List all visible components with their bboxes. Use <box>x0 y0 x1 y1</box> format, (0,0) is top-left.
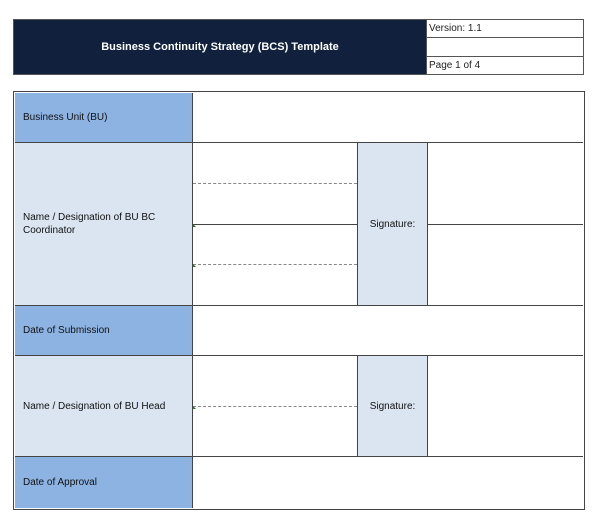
coordinator-designation-field-1[interactable] <box>193 184 357 225</box>
business-unit-label: Business Unit (BU) <box>15 93 193 142</box>
coordinator-signature-area <box>428 143 583 305</box>
coordinator-signature-field-1[interactable] <box>428 143 583 225</box>
coordinator-signature-label: Signature: <box>358 143 428 305</box>
coordinator-label: Name / Designation of BU BC Coordinator <box>15 143 193 305</box>
submission-date-field[interactable] <box>193 306 583 355</box>
business-unit-field[interactable] <box>193 93 583 142</box>
coordinator-name-field-1[interactable] <box>193 143 357 184</box>
document-title: Business Continuity Strategy (BCS) Template <box>14 20 427 74</box>
bu-head-designation-field[interactable] <box>193 407 357 457</box>
version-cell: Version: 1.1 <box>427 20 583 38</box>
coordinator-name-field-2[interactable] <box>193 225 357 266</box>
row-date-of-submission <box>15 306 583 356</box>
coordinator-signature-field-2[interactable] <box>428 225 583 306</box>
submission-date-label: Date of Submission <box>15 306 193 355</box>
row-coordinator <box>15 143 583 306</box>
bcs-form-table <box>13 91 585 510</box>
coordinator-name-fields <box>193 143 358 305</box>
document-header <box>13 19 584 75</box>
header-meta <box>427 20 583 74</box>
bu-head-signature-field[interactable] <box>428 356 583 456</box>
blank-meta-cell <box>427 38 583 56</box>
row-bu-head <box>15 356 583 457</box>
bu-head-label: Name / Designation of BU Head <box>15 356 193 456</box>
approval-date-field[interactable] <box>193 457 583 508</box>
coordinator-designation-field-2[interactable] <box>193 265 357 305</box>
page-number-cell: Page 1 of 4 <box>429 59 481 71</box>
row-date-of-approval <box>15 457 583 508</box>
bu-head-signature-label: Signature: <box>358 356 428 456</box>
bu-head-name-field[interactable] <box>193 356 357 407</box>
bu-head-name-fields <box>193 356 358 456</box>
approval-date-label: Date of Approval <box>15 457 193 508</box>
row-business-unit <box>15 93 583 143</box>
